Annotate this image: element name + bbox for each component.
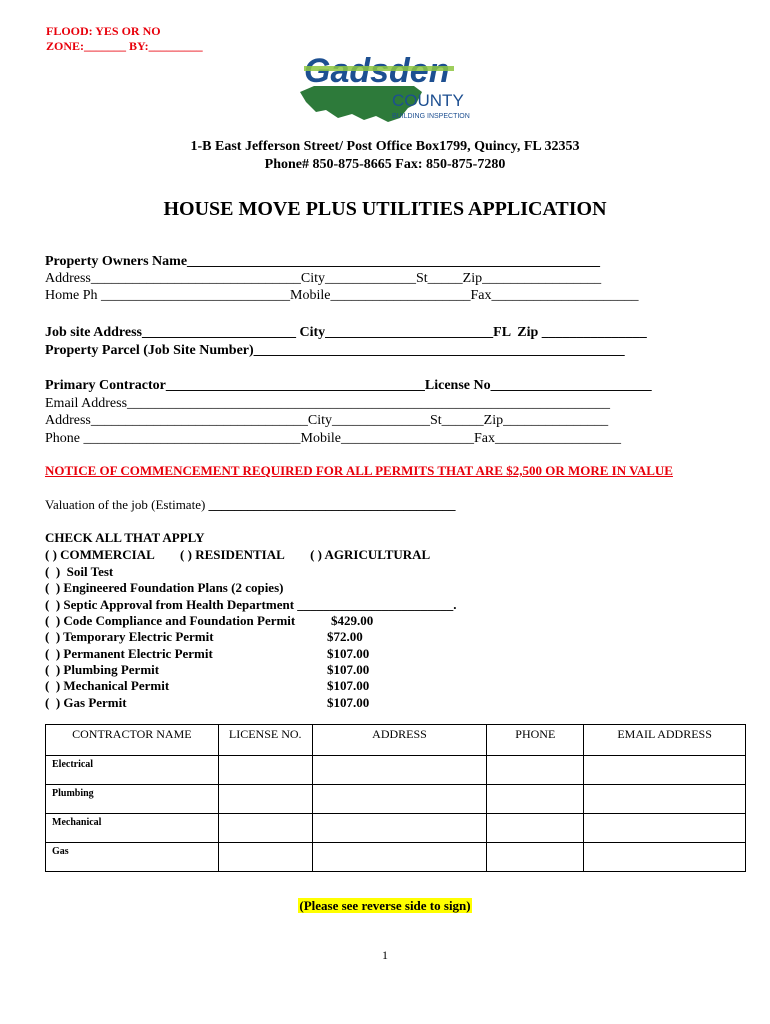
parcel-number-field[interactable]: Property Parcel (Job Site Number)_____________________________________________________ — [45, 343, 625, 358]
check-heading: CHECK ALL THAT APPLY — [45, 530, 205, 545]
col-phone: PHONE — [487, 725, 584, 756]
office-address: 1-B East Jefferson Street/ Post Office Box1799, Quincy, FL 32353 — [190, 139, 580, 154]
table-cell[interactable] — [584, 756, 746, 785]
owner-address-field[interactable]: Address______________________________City_____________St_____Zip_________________ — [45, 271, 602, 286]
check-item-foundation-plans[interactable]: ( ) Engineered Foundation Plans (2 copies) — [45, 580, 284, 595]
check-item-gas[interactable]: ( ) Gas Permit — [45, 695, 127, 710]
reverse-side-note — [0, 898, 770, 914]
owner-name-field[interactable]: Property Owners Name___________________________________________________________ — [45, 254, 601, 269]
row-label-electrical: Electrical — [46, 756, 219, 785]
price-mechanical: $107.00 — [327, 678, 370, 693]
table-cell[interactable] — [487, 814, 584, 843]
col-contractor-name: CONTRACTOR NAME — [46, 725, 219, 756]
table-header-row — [46, 725, 746, 756]
contractor-phone-field[interactable]: Phone _______________________________Mobile___________________Fax__________________ — [45, 431, 621, 446]
check-item-code-compliance[interactable]: ( ) Code Compliance and Foundation Permit — [45, 613, 296, 628]
logo-sub-text: BUILDING INSPECTION — [392, 113, 470, 120]
table-cell[interactable] — [584, 843, 746, 872]
table-cell[interactable] — [218, 814, 312, 843]
valuation-field[interactable] — [45, 497, 456, 513]
check-item-plumbing[interactable]: ( ) Plumbing Permit — [45, 662, 160, 677]
owner-phone-field[interactable]: Home Ph ___________________________Mobile____________________Fax_____________________ — [45, 288, 639, 303]
table-cell[interactable] — [312, 843, 487, 872]
row-label-plumbing: Plumbing — [46, 785, 219, 814]
table-cell[interactable] — [487, 843, 584, 872]
table-cell[interactable] — [584, 814, 746, 843]
table-cell[interactable] — [487, 756, 584, 785]
flood-line: FLOOD: YES OR NO — [46, 24, 161, 38]
property-type-checkboxes[interactable]: ( ) COMMERCIAL ( ) RESIDENTIAL ( ) AGRICULTURAL — [45, 547, 431, 562]
contractor-address-field[interactable]: Address_______________________________City______________St______Zip_______________ — [45, 413, 609, 428]
table-cell[interactable] — [312, 814, 487, 843]
office-phone: Phone# 850-875-8665 Fax: 850-875-7280 — [264, 157, 506, 172]
contractor-table — [45, 724, 746, 872]
table-row-electrical — [46, 756, 746, 785]
table-cell[interactable] — [487, 785, 584, 814]
table-cell[interactable] — [218, 756, 312, 785]
table-cell[interactable] — [218, 843, 312, 872]
price-gas: $107.00 — [327, 695, 370, 710]
page-number: 1 — [382, 948, 388, 962]
table-cell[interactable] — [584, 785, 746, 814]
zone-line: ZONE:_______ BY:_________ — [46, 39, 203, 53]
price-plumbing: $107.00 — [327, 662, 370, 677]
valuation-label: Valuation of the job (Estimate) — [45, 497, 209, 512]
job-site-address-field[interactable]: Job site Address______________________ City________________________FL Zip _______________ — [45, 325, 647, 340]
col-email: EMAIL ADDRESS — [584, 725, 746, 756]
table-cell[interactable] — [218, 785, 312, 814]
logo-county-text: COUNTY — [392, 91, 464, 110]
contractor-email-field[interactable]: Email Address_____________________________________________________________________ — [45, 396, 611, 411]
reverse-side-text: (Please see reverse side to sign) — [299, 898, 471, 913]
row-label-mechanical: Mechanical — [46, 814, 219, 843]
check-item-temporary-electric[interactable]: ( ) Temporary Electric Permit — [45, 629, 214, 644]
col-license-no: LICENSE NO. — [218, 725, 312, 756]
notice-of-commencement: NOTICE OF COMMENCEMENT REQUIRED FOR ALL PERMITS THAT ARE $2,500 OR MORE IN VALUE — [45, 463, 673, 478]
primary-contractor-field[interactable]: Primary Contractor_____________________________________License No_______________________ — [45, 378, 652, 393]
col-address: ADDRESS — [312, 725, 487, 756]
check-item-permanent-electric[interactable]: ( ) Permanent Electric Permit — [45, 646, 213, 661]
table-cell[interactable] — [312, 756, 487, 785]
price-permanent-electric: $107.00 — [327, 646, 370, 661]
price-code-compliance: $429.00 — [331, 613, 374, 628]
table-row-gas — [46, 843, 746, 872]
check-item-mechanical[interactable]: ( ) Mechanical Permit — [45, 678, 170, 693]
row-label-gas: Gas — [46, 843, 219, 872]
table-cell[interactable] — [312, 785, 487, 814]
gadsden-county-logo — [296, 52, 478, 124]
check-item-soil-test[interactable]: ( ) Soil Test — [45, 564, 114, 579]
check-item-septic-approval[interactable]: ( ) Septic Approval from Health Department ________________________. — [45, 597, 457, 612]
table-row-mechanical — [46, 814, 746, 843]
valuation-blank[interactable]: ______________________________________ — [208, 497, 456, 512]
price-temporary-electric: $72.00 — [327, 629, 363, 644]
table-row-plumbing — [46, 785, 746, 814]
flood-zone-box — [46, 24, 203, 54]
page-title: HOUSE MOVE PLUS UTILITIES APPLICATION — [163, 198, 607, 220]
